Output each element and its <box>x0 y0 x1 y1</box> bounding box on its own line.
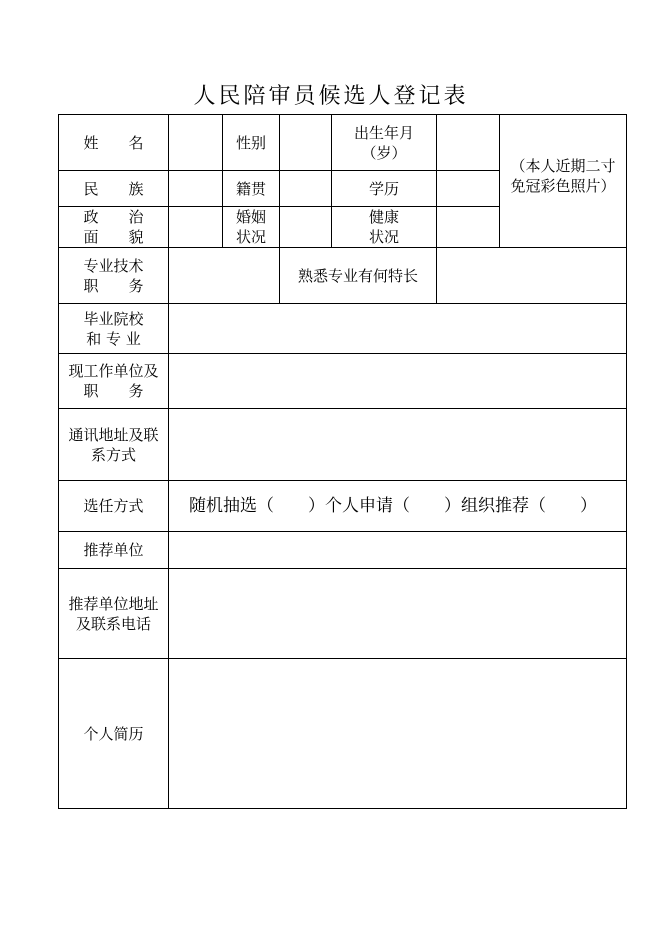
professional-title-label: 专业技术 职 务 <box>58 247 169 304</box>
gender-label: 性别 <box>222 114 280 171</box>
marital-status-label: 婚姻 状况 <box>222 206 280 248</box>
contact-label: 通讯地址及联 系方式 <box>58 408 169 481</box>
native-place-label: 籍贯 <box>222 170 280 207</box>
recommender-field[interactable] <box>168 531 627 569</box>
school-label: 毕业院校 和 专 业 <box>58 303 169 354</box>
selection-options[interactable]: 随机抽选（ ）个人申请（ ）组织推荐（ ） <box>168 480 627 532</box>
gender-field[interactable] <box>279 114 332 171</box>
work-unit-field[interactable] <box>168 353 627 409</box>
recommender-label: 推荐单位 <box>58 531 169 569</box>
resume-field[interactable] <box>168 658 627 809</box>
recommender-address-field[interactable] <box>168 568 627 659</box>
native-place-field[interactable] <box>279 170 332 207</box>
ethnicity-field[interactable] <box>168 170 223 207</box>
name-field[interactable] <box>168 114 223 171</box>
name-label: 姓 名 <box>58 114 169 171</box>
education-field[interactable] <box>436 170 500 207</box>
photo-box[interactable]: （本人近期二寸 免冠彩色照片） <box>499 114 627 248</box>
contact-field[interactable] <box>168 408 627 481</box>
school-field[interactable] <box>168 303 627 354</box>
political-status-field[interactable] <box>168 206 223 248</box>
health-field[interactable] <box>436 206 500 248</box>
birth-field[interactable] <box>436 114 500 171</box>
recommender-address-label: 推荐单位地址 及联系电话 <box>58 568 169 659</box>
resume-label: 个人简历 <box>58 658 169 809</box>
selection-method-label: 选任方式 <box>58 480 169 532</box>
birth-label: 出生年月 （岁） <box>331 114 437 171</box>
specialty-field[interactable] <box>436 247 627 304</box>
health-label: 健康 状况 <box>331 206 437 248</box>
education-label: 学历 <box>331 170 437 207</box>
ethnicity-label: 民 族 <box>58 170 169 207</box>
work-unit-label: 现工作单位及 职 务 <box>58 353 169 409</box>
specialty-label: 熟悉专业有何特长 <box>279 247 437 304</box>
registration-form <box>59 115 627 809</box>
political-status-label: 政 治 面 貌 <box>58 206 169 248</box>
form-title: 人民陪审员候选人登记表 <box>193 84 469 109</box>
marital-status-field[interactable] <box>279 206 332 248</box>
professional-title-field[interactable] <box>168 247 280 304</box>
